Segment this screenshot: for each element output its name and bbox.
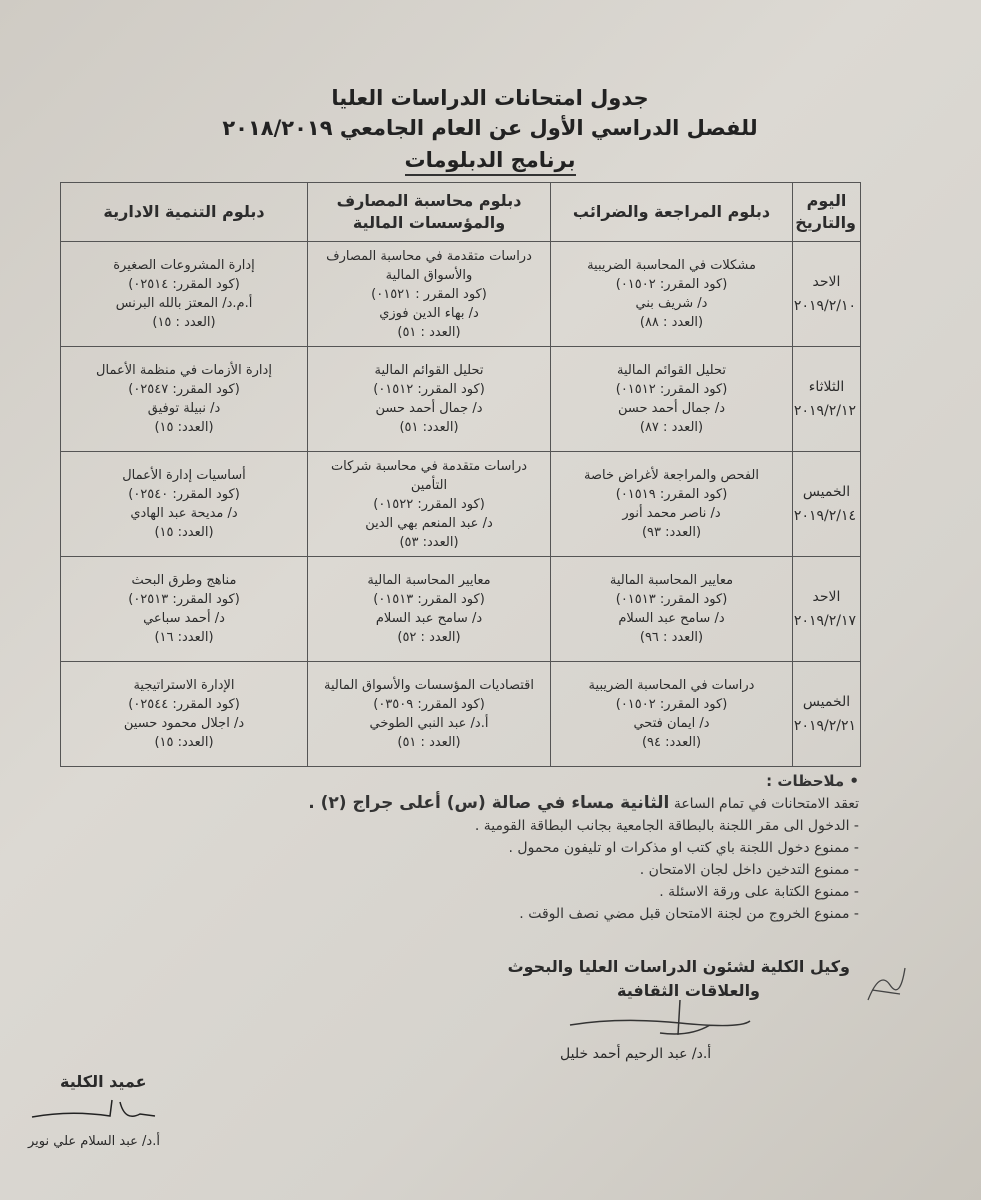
vice-dean-title: وكيل الكلية لشئون الدراسات العليا والبحوث [507, 957, 850, 976]
student-count: (العدد: ٩٣) [641, 525, 702, 540]
course-name: أساسيات إدارة الأعمال [122, 468, 246, 483]
exam-schedule-table [60, 182, 861, 767]
document-subtitle: للفصل الدراسي الأول عن العام الجامعي ٢٠١٨/٢٠١٩ [222, 116, 758, 140]
instructor-name: د/ سامح عبد السلام [375, 611, 483, 626]
column-header-admin: دبلوم التنمية الادارية [61, 183, 308, 242]
program-title [180, 148, 800, 172]
instructor-name: د/ عبد المنعم بهي الدين [365, 515, 493, 531]
student-count: (العدد: ٩٤) [641, 735, 702, 750]
course-cell-admin [61, 347, 308, 452]
course-name: إدارة المشروعات الصغيرة [113, 258, 255, 273]
course-code: (كود المقرر: ٠٢٥٤٤) [128, 697, 240, 712]
day-cell [793, 452, 861, 557]
day-cell [793, 242, 861, 347]
day-name: الاحد [812, 589, 841, 605]
course-name: تحليل القوائم المالية [374, 363, 484, 378]
instructor-name: د/ اجلال محمود حسين [123, 716, 245, 731]
instructor-name: د/ أحمد سباعي [143, 611, 225, 626]
column-header-day: اليوم والتاريخ [793, 183, 861, 242]
note-text: ممنوع الخروج من لجنة الامتحان قبل مضي نصف الوقت . [519, 906, 850, 922]
course-cell-banking [308, 347, 551, 452]
student-count: (العدد: ١٥) [154, 420, 214, 435]
student-count: (العدد : ٩٦) [639, 630, 704, 645]
note-item [159, 792, 859, 815]
student-count: (العدد: ١٥) [154, 525, 214, 540]
day-cell [793, 557, 861, 662]
note-first-prefix: تعقد الامتحانات في تمام الساعة [673, 796, 859, 812]
course-cell-audit-tax [551, 662, 793, 767]
course-name: إدارة الأزمات في منظمة الأعمال [96, 363, 272, 378]
student-count: (العدد: ١٥) [154, 735, 214, 750]
student-count: (العدد : ٥٢) [397, 630, 461, 645]
column-header-banking: دبلوم محاسبة المصارف والمؤسسات المالية [308, 183, 551, 242]
student-count: (العدد : ٨٧) [639, 420, 704, 435]
student-count: (العدد: ٥١) [399, 420, 459, 435]
instructor-name: أ.م.د/ المعتز بالله البرنس [115, 296, 253, 311]
course-cell-banking [308, 242, 551, 347]
day-cell [793, 662, 861, 767]
course-name: معايير المحاسبة المالية [367, 573, 491, 588]
note-item: - ممنوع الكتابة على ورقة الاسئلة . [659, 884, 859, 900]
course-code: (كود المقرر: ٠١٥١٣) [373, 592, 485, 607]
course-cell-admin [61, 242, 308, 347]
initials-scribble [860, 960, 910, 1010]
note-text: ممنوع دخول اللجنة باي كتب او مذكرات او تليفون محمول . [508, 840, 850, 856]
course-cell-audit-tax [551, 242, 793, 347]
course-cell-banking [308, 452, 551, 557]
course-code: (كود المقرر: ٠٣٥٠٩) [373, 697, 485, 712]
vice-dean-title-line2: والعلاقات الثقافية [616, 981, 760, 1000]
course-cell-admin [61, 557, 308, 662]
course-code: (كود المقرر: ٠١٥١٩) [615, 487, 728, 502]
course-code: (كود المقرر: ٠١٥١٢) [615, 382, 728, 397]
student-count: (العدد: ١٦) [154, 630, 214, 645]
instructor-name: د/ ناصر محمد أنور [622, 506, 721, 521]
table-row [61, 347, 861, 452]
course-cell-admin [61, 452, 308, 557]
course-name: مناهج وطرق البحث [131, 573, 237, 588]
instructor-name: د/ سامح عبد السلام [618, 611, 725, 626]
course-code: (كود المقرر: ٠٢٥١٣) [128, 592, 240, 607]
instructor-name: د/ نبيلة توفيق [147, 401, 221, 416]
instructor-name: د/ جمال أحمد حسن [617, 401, 726, 416]
dean-name: أ.د/ عبد السلام علي نوير [28, 1134, 160, 1149]
vice-dean-signature-scribble [560, 995, 760, 1045]
course-cell-audit-tax [551, 347, 793, 452]
course-name: معايير المحاسبة المالية [609, 573, 734, 588]
course-code: (كود المقرر: ٠١٥٠٢) [615, 697, 728, 712]
student-count: (العدد : ٨٨) [639, 315, 704, 330]
table-row [61, 557, 861, 662]
table-row [61, 242, 861, 347]
day-name: الخميس [802, 694, 851, 710]
vice-dean-name: أ.د/ عبد الرحيم أحمد خليل [560, 1046, 712, 1062]
course-code: (كود المقرر: ٠٢٥١٤) [128, 277, 240, 292]
course-name: دراسات متقدمة في محاسبة شركات التأمين [330, 458, 528, 493]
course-name: الفحص والمراجعة لأغراض خاصة [583, 468, 759, 483]
course-name: دراسات متقدمة في محاسبة المصارف والأسواق المالية [326, 248, 532, 283]
instructor-name: د/ شريف بني [635, 296, 708, 311]
course-code: (كود المقرر: ٠١٥٢٢) [373, 496, 485, 512]
table-header-row [61, 183, 861, 242]
course-code: (كود المقرر: ٠٢٥٤٠) [128, 487, 240, 502]
course-cell-audit-tax [551, 452, 793, 557]
note-text: الدخول الى مقر اللجنة بالبطاقة الجامعية بجانب البطاقة القومية . [474, 818, 850, 834]
note-text: ممنوع الكتابة على ورقة الاسئلة . [659, 884, 850, 900]
day-name: الخميس [802, 484, 851, 500]
instructor-name: أ.د/ عبد النبي الطوخي [369, 716, 489, 731]
instructor-name: د/ بهاء الدين فوزي [379, 305, 479, 321]
column-header-audit-tax: دبلوم المراجعة والضرائب [551, 183, 793, 242]
dean-signature-scribble [30, 1092, 160, 1132]
student-count: (العدد : ١٥) [152, 315, 216, 330]
course-name: مشكلات في المحاسبة الضريبية [587, 258, 756, 273]
student-count: (العدد : ٥١) [397, 324, 461, 340]
day-cell [793, 347, 861, 452]
exam-date: ٢٠١٩/٢/١٤ [793, 508, 856, 524]
course-cell-banking [308, 662, 551, 767]
instructor-name: د/ مديحة عبد الهادي [130, 506, 238, 521]
note-item: - ممنوع دخول اللجنة باي كتب او مذكرات او تليفون محمول . [508, 840, 859, 856]
notes-heading: • ملاحظات : [766, 772, 859, 790]
course-code: (كود المقرر: ٠١٥٠٢) [615, 277, 728, 292]
day-name: الثلاثاء [808, 379, 845, 395]
note-item: - الدخول الى مقر اللجنة بالبطاقة الجامعية بجانب البطاقة القومية . [474, 818, 859, 834]
table-row [61, 662, 861, 767]
notes-heading-text: ملاحظات : [766, 772, 845, 790]
note-first-emphasis: الثانية مساء في صالة (س) أعلى جراج (٢) . [308, 793, 670, 813]
student-count: (العدد: ٥٣) [399, 534, 459, 550]
instructor-name: د/ ايمان فتحي [633, 716, 710, 731]
note-item: - ممنوع التدخين داخل لجان الامتحان . [639, 862, 859, 878]
instructor-name: د/ جمال أحمد حسن [375, 401, 483, 416]
course-code: (كود المقرر: ٠١٥١٣) [615, 592, 728, 607]
student-count: (العدد : ٥١) [397, 735, 461, 750]
exam-date: ٢٠١٩/٢/١٢ [793, 403, 856, 419]
day-name: الاحد [812, 274, 841, 290]
course-name: الإدارة الاستراتيجية [133, 678, 235, 693]
course-cell-banking [308, 557, 551, 662]
exam-date: ٢٠١٩/٢/١٠ [793, 298, 856, 314]
dean-title: عميد الكلية [60, 1072, 147, 1091]
course-code: (كود المقرر: ٠١٥١٢) [373, 382, 485, 397]
course-code: (كود المقرر : ٠١٥٢١) [371, 286, 487, 302]
course-cell-admin [61, 662, 308, 767]
course-cell-audit-tax [551, 557, 793, 662]
exam-date: ٢٠١٩/٢/٢١ [793, 718, 856, 734]
course-name: اقتصاديات المؤسسات والأسواق المالية [324, 678, 534, 693]
document-title: جدول امتحانات الدراسات العليا [331, 86, 649, 110]
course-name: تحليل القوائم المالية [617, 363, 726, 378]
table-row [61, 452, 861, 557]
course-code: (كود المقرر: ٠٢٥٤٧) [128, 382, 240, 397]
note-item: - ممنوع الخروج من لجنة الامتحان قبل مضي نصف الوقت . [519, 906, 859, 922]
exam-date: ٢٠١٩/٢/١٧ [793, 613, 856, 629]
note-text: ممنوع التدخين داخل لجان الامتحان . [639, 862, 850, 878]
program-title-text: برنامج الدبلومات [405, 148, 576, 176]
notes-section [159, 770, 859, 925]
course-name: دراسات في المحاسبة الضريبية [588, 678, 755, 693]
